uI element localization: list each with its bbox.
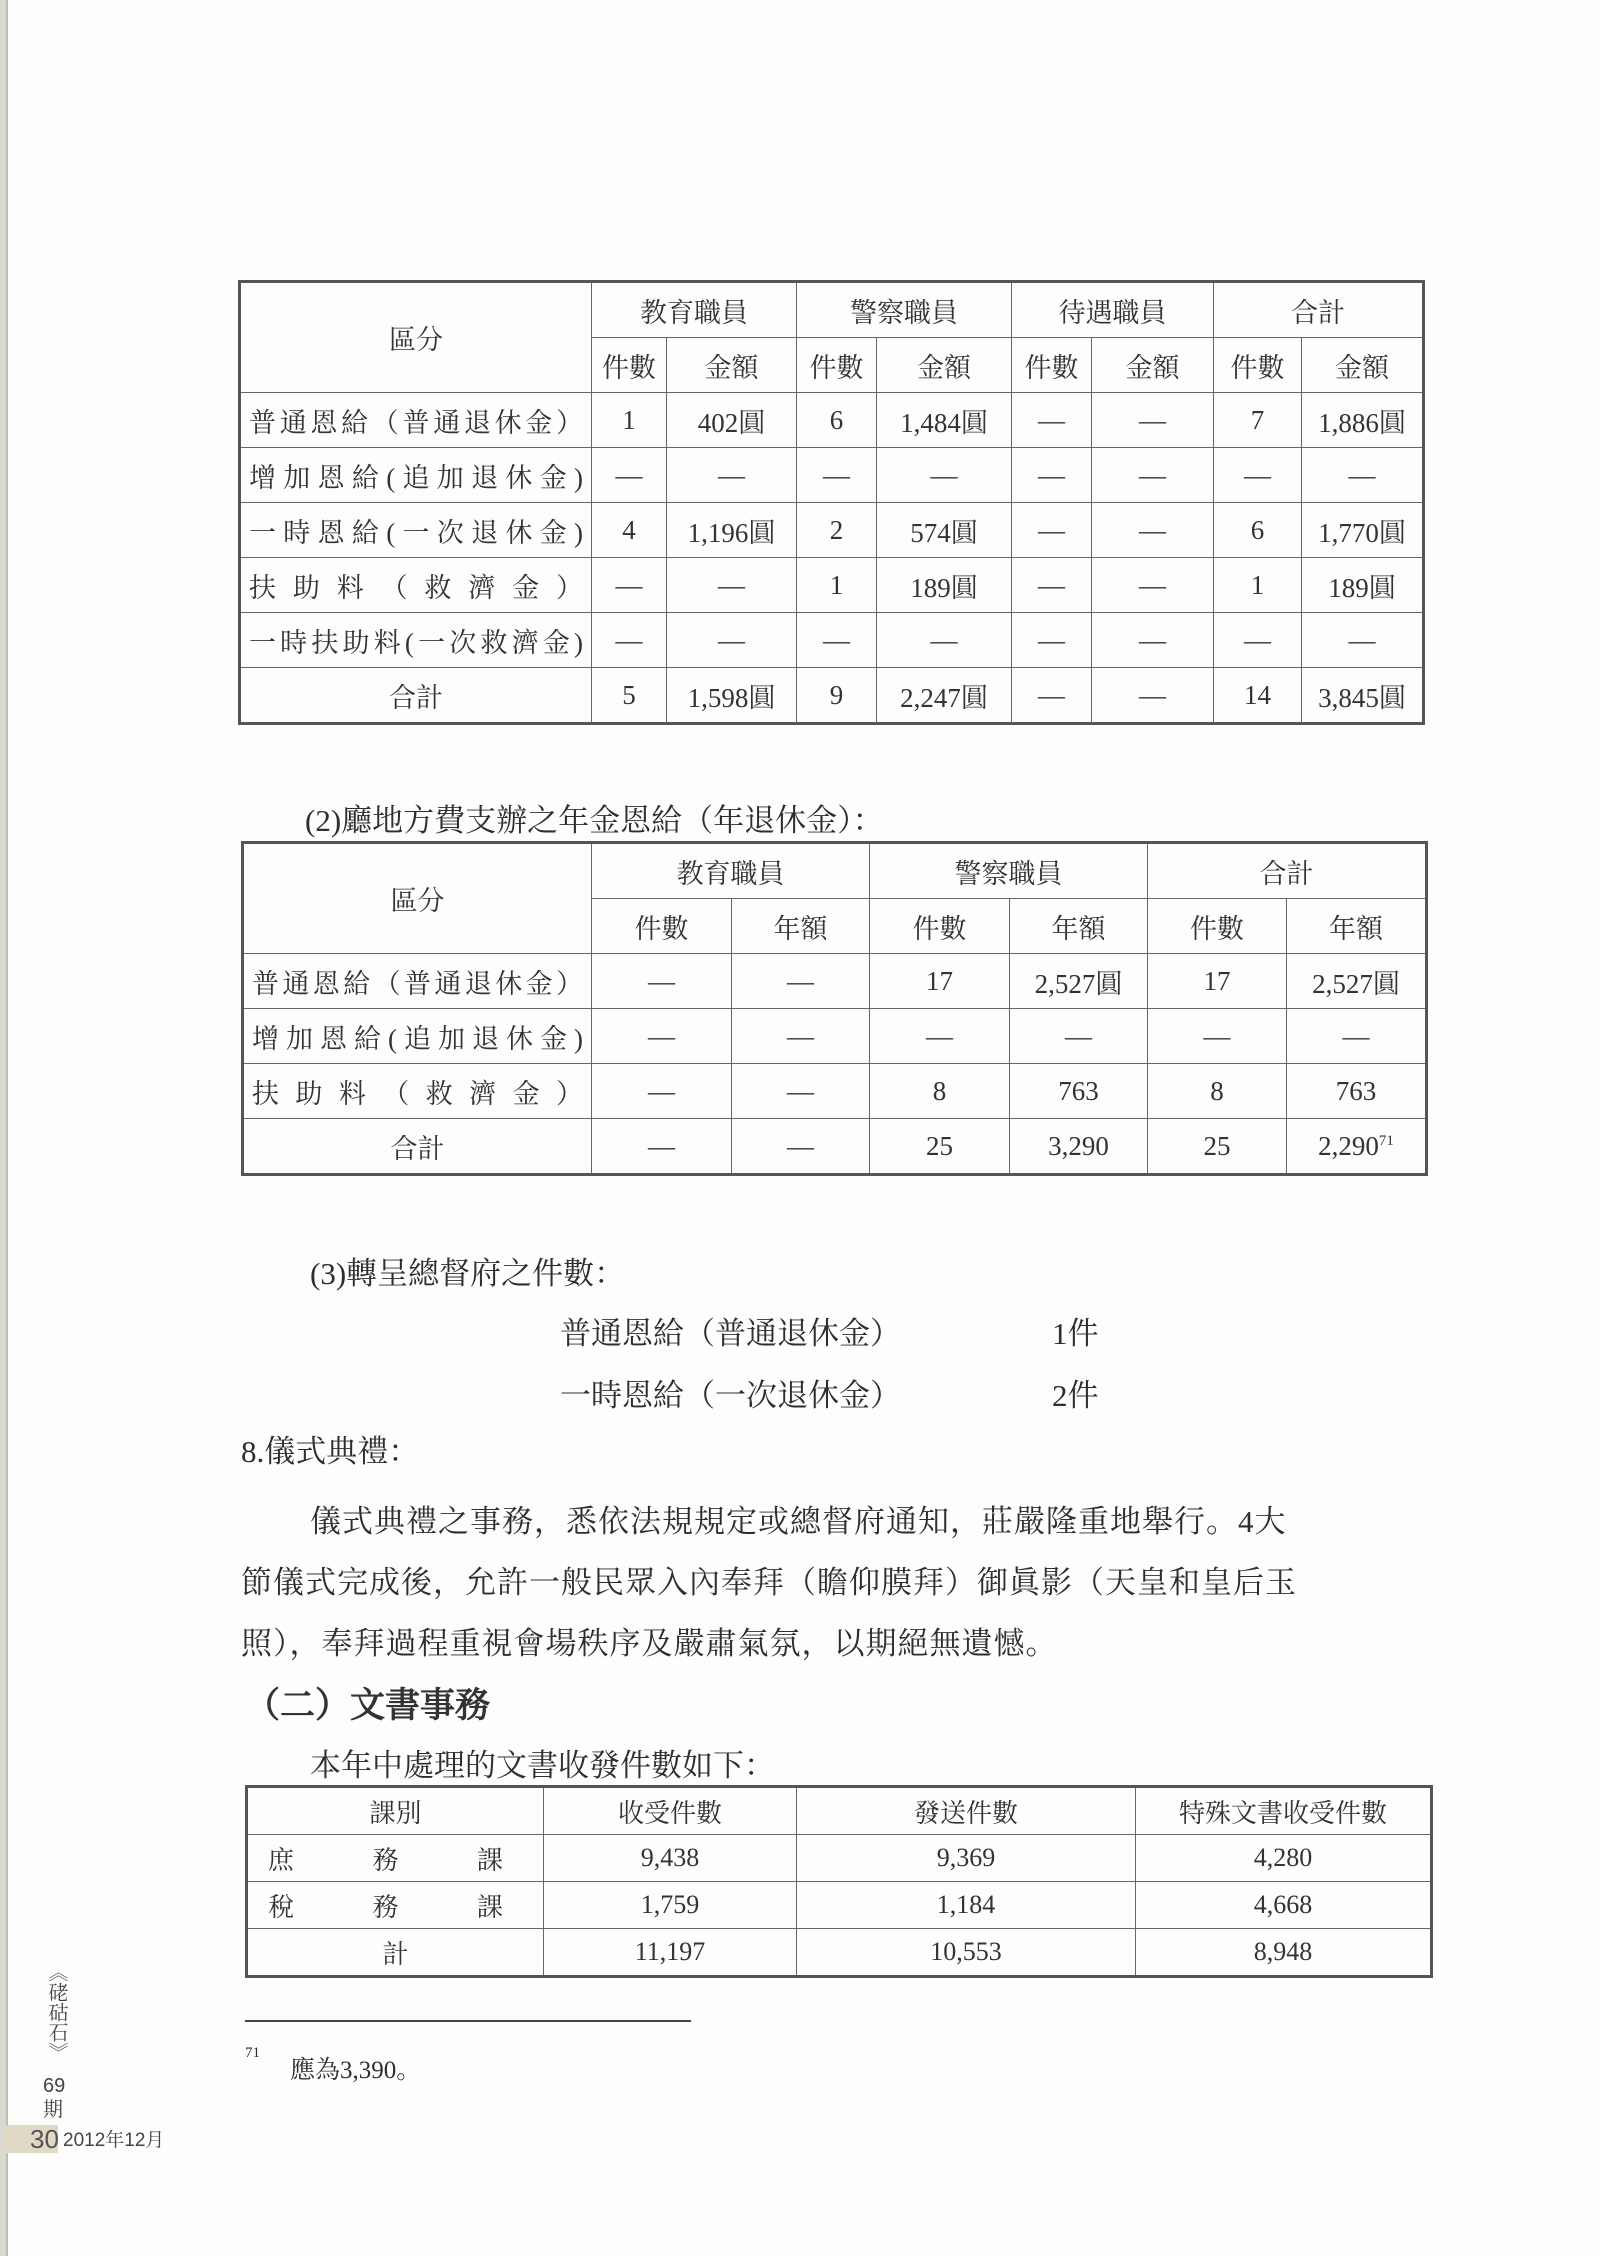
table-cell: 2,290$^{71}$ — [1287, 1119, 1427, 1175]
table-cell: 1,770圓 — [1302, 503, 1424, 558]
table-cell: — — [592, 1009, 732, 1064]
table-row — [243, 1009, 1427, 1064]
table-cell: — — [1287, 1009, 1427, 1064]
table-cell: — — [1012, 558, 1092, 613]
table-cell: — — [592, 613, 667, 668]
table-cell: 189圓 — [1302, 558, 1424, 613]
table-cell: 14 — [1214, 668, 1302, 724]
table-cell: 4,668 — [1136, 1882, 1432, 1929]
retirement-table-1 — [238, 280, 1425, 725]
table-cell: — — [732, 1064, 870, 1119]
table-cell: 17 — [1148, 954, 1287, 1009]
group-header: 教育職員 — [592, 843, 870, 899]
row-label: 扶助料（救濟金） — [240, 558, 592, 613]
table-cell: 7 — [1214, 393, 1302, 448]
table-cell: — — [1092, 448, 1214, 503]
section-heading: （二）文書事務 — [245, 1686, 491, 1726]
section3-title: (3)轉呈總督府之件數： — [310, 1256, 626, 1291]
table-cell: — — [1214, 448, 1302, 503]
header-label: 區分 — [243, 843, 592, 954]
table-cell: — — [797, 613, 877, 668]
docs-intro: 本年中處理的文書收發件數如下： — [310, 1748, 775, 1783]
subheader: 件數 — [592, 338, 667, 393]
table-cell: 1 — [797, 558, 877, 613]
subheader: 件數 — [1214, 338, 1302, 393]
row-label: 普通恩給（普通退休金） — [240, 393, 592, 448]
table-cell: — — [592, 954, 732, 1009]
table-cell: 9,438 — [544, 1835, 797, 1882]
table-row — [243, 1064, 1427, 1119]
table-cell: 1,184 — [797, 1882, 1136, 1929]
paragraph-line: 照），奉拜過程重視會場秩序及嚴肅氣氛，以期絕無遺憾。 — [241, 1626, 1058, 1661]
section3-item-count: 2件 — [1052, 1378, 1099, 1413]
table-cell: 1,759 — [544, 1882, 797, 1929]
table-cell: 8,948 — [1136, 1929, 1432, 1977]
table-cell: — — [1214, 613, 1302, 668]
group-header: 待遇職員 — [1012, 282, 1214, 338]
table-cell: — — [732, 1009, 870, 1064]
header-row — [240, 282, 1424, 338]
table-cell: 17 — [870, 954, 1010, 1009]
table-cell: 1,886圓 — [1302, 393, 1424, 448]
table-cell: 5 — [592, 668, 667, 724]
table-row — [247, 1882, 1432, 1929]
group-header: 合計 — [1214, 282, 1424, 338]
table-cell: 1,484圓 — [877, 393, 1012, 448]
table-cell: 9 — [797, 668, 877, 724]
header-label: 區分 — [240, 282, 592, 393]
table-cell: — — [877, 613, 1012, 668]
table-cell: 6 — [797, 393, 877, 448]
section3-item-label: 一時恩給（一次退休金） — [560, 1378, 901, 1413]
header-row — [243, 843, 1427, 899]
section2-title: (2)廳地方費支辦之年金恩給（年退休金）： — [305, 803, 884, 838]
table-cell: — — [1148, 1009, 1287, 1064]
table-cell: 4,280 — [1136, 1835, 1432, 1882]
row-label: 增加恩給(追加退休金) — [240, 448, 592, 503]
table-cell: 25 — [1148, 1119, 1287, 1175]
issue-number: 69 — [43, 2075, 66, 2097]
subheader: 金額 — [1092, 338, 1214, 393]
paragraph-line: 節儀式完成後，允許一般民眾入內奉拜（瞻仰膜拜）御眞影（天皇和皇后玉 — [241, 1565, 1297, 1600]
table-cell: 9,369 — [797, 1835, 1136, 1882]
table-cell: 2,527圓 — [1287, 954, 1427, 1009]
table-cell: — — [1092, 613, 1214, 668]
table-cell: 2 — [797, 503, 877, 558]
subheader: 年額 — [1010, 899, 1148, 954]
table-row — [240, 558, 1424, 613]
table-cell: 8 — [1148, 1064, 1287, 1119]
table-cell: — — [1302, 448, 1424, 503]
table-cell: — — [592, 1064, 732, 1119]
column-header: 課別 — [247, 1787, 544, 1835]
table-cell: 1,196圓 — [667, 503, 797, 558]
subheader: 件數 — [797, 338, 877, 393]
table-cell: — — [1092, 558, 1214, 613]
table-row — [240, 613, 1424, 668]
footnote-text: 應為3,390。 — [290, 2057, 422, 2084]
journal-title — [42, 1962, 72, 2070]
table-cell: — — [732, 1119, 870, 1175]
section3-item-count: 1件 — [1052, 1316, 1099, 1351]
table-cell: 1,598圓 — [667, 668, 797, 724]
footnote-number: 71 — [245, 2045, 260, 2061]
table-cell: 10,553 — [797, 1929, 1136, 1977]
table-cell: 1 — [592, 393, 667, 448]
table-cell: 189圓 — [877, 558, 1012, 613]
row-label: 一時扶助料(一次救濟金) — [240, 613, 592, 668]
table-cell: 11,197 — [544, 1929, 797, 1977]
table-cell: 6 — [1214, 503, 1302, 558]
table-cell: — — [1010, 1009, 1148, 1064]
subheader: 年額 — [1287, 899, 1427, 954]
row-label: 庶務課 — [247, 1835, 544, 1882]
footnote-divider — [245, 2020, 691, 2022]
table-row — [243, 1119, 1427, 1175]
table-cell: — — [1012, 668, 1092, 724]
table-cell: — — [1092, 503, 1214, 558]
table-cell: — — [1302, 613, 1424, 668]
column-header: 收受件數 — [544, 1787, 797, 1835]
row-label: 稅務課 — [247, 1882, 544, 1929]
subheader: 件數 — [1012, 338, 1092, 393]
section8-title: 8.儀式典禮： — [241, 1434, 420, 1469]
column-header: 特殊文書收受件數 — [1136, 1787, 1432, 1835]
row-label: 合計 — [243, 1119, 592, 1175]
group-header: 警察職員 — [870, 843, 1148, 899]
header-row — [247, 1787, 1432, 1835]
row-label: 增加恩給(追加退休金) — [243, 1009, 592, 1064]
table-cell: 763 — [1010, 1064, 1148, 1119]
table-cell: 1 — [1214, 558, 1302, 613]
table-cell: — — [1012, 393, 1092, 448]
table-row — [247, 1929, 1432, 1977]
page-number: 30 — [30, 2124, 59, 2154]
row-label: 普通恩給（普通退休金） — [243, 954, 592, 1009]
table-row — [243, 954, 1427, 1009]
section3-item-label: 普通恩給（普通退休金） — [560, 1316, 901, 1351]
footnote-ref: 71 — [1378, 1132, 1394, 1149]
table-cell: — — [667, 558, 797, 613]
row-label: 一時恩給(一次退休金) — [240, 503, 592, 558]
table-cell: — — [870, 1009, 1010, 1064]
table-row — [240, 448, 1424, 503]
table-cell: — — [667, 613, 797, 668]
table-row — [240, 503, 1424, 558]
table-cell: — — [877, 448, 1012, 503]
group-header: 合計 — [1148, 843, 1427, 899]
column-header: 發送件數 — [797, 1787, 1136, 1835]
table-cell: 8 — [870, 1064, 1010, 1119]
table-cell: — — [797, 448, 877, 503]
table-cell: — — [1012, 448, 1092, 503]
row-label: 計 — [247, 1929, 544, 1977]
table-cell: 25 — [870, 1119, 1010, 1175]
table-cell: 2,247圓 — [877, 668, 1012, 724]
subheader: 件數 — [1148, 899, 1287, 954]
table-row — [247, 1835, 1432, 1882]
table-cell: 2,527圓 — [1010, 954, 1148, 1009]
table-cell: — — [1012, 503, 1092, 558]
table-cell: — — [667, 448, 797, 503]
table-cell: 402圓 — [667, 393, 797, 448]
journal-name: 《硓𥑮石》 — [45, 1962, 69, 2062]
table-cell: — — [1012, 613, 1092, 668]
row-label: 扶助料（救濟金） — [243, 1064, 592, 1119]
table-cell: 763 — [1287, 1064, 1427, 1119]
subheader: 金額 — [667, 338, 797, 393]
issue-date: 2012年12月 — [63, 2130, 165, 2151]
documents-table — [245, 1785, 1433, 1978]
table-cell: — — [732, 954, 870, 1009]
table-cell: 4 — [592, 503, 667, 558]
table-cell: — — [1092, 393, 1214, 448]
row-label: 合計 — [240, 668, 592, 724]
subheader: 件數 — [870, 899, 1010, 954]
table-row — [240, 668, 1424, 724]
issue-unit: 期 — [43, 2099, 63, 2121]
paragraph-line: 儀式典禮之事務，悉依法規規定或總督府通知，莊嚴隆重地舉行。4大 — [310, 1504, 1287, 1539]
subheader: 金額 — [1302, 338, 1424, 393]
table-cell: 574圓 — [877, 503, 1012, 558]
table-cell: — — [592, 448, 667, 503]
subheader: 金額 — [877, 338, 1012, 393]
table-cell: — — [1092, 668, 1214, 724]
table-cell: — — [592, 1119, 732, 1175]
table-cell: 3,290 — [1010, 1119, 1148, 1175]
subheader: 件數 — [592, 899, 732, 954]
table-cell: 3,845圓 — [1302, 668, 1424, 724]
group-header: 教育職員 — [592, 282, 797, 338]
table-cell: — — [592, 558, 667, 613]
subheader: 年額 — [732, 899, 870, 954]
retirement-table-2 — [241, 841, 1428, 1176]
group-header: 警察職員 — [797, 282, 1012, 338]
table-row — [240, 393, 1424, 448]
page-edge — [0, 0, 8, 2256]
